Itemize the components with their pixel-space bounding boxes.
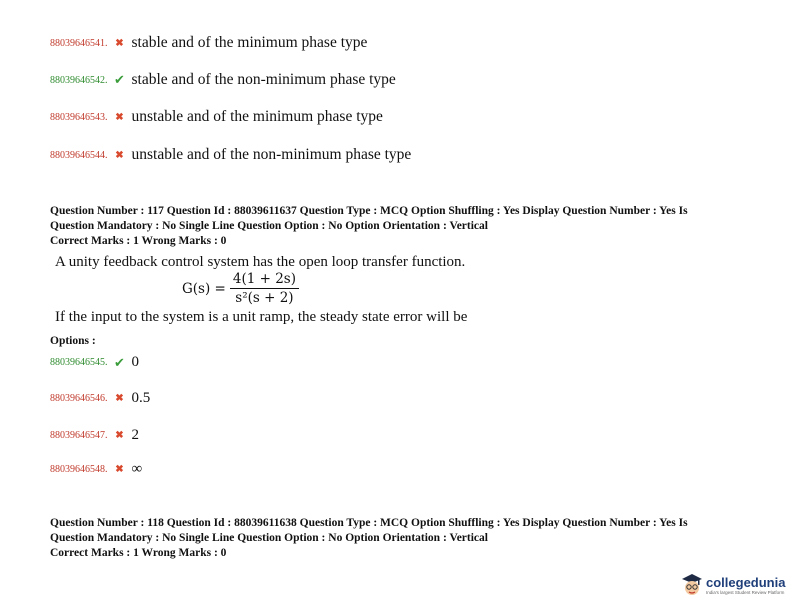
formula-numerator: 4(1 + 2s) bbox=[230, 271, 299, 289]
option-text: unstable and of the non-minimum phase type bbox=[131, 146, 412, 163]
marks-line: Correct Marks : 1 Wrong Marks : 0 bbox=[50, 235, 227, 247]
prev-option-1 bbox=[50, 34, 367, 52]
cross-icon: ✖ bbox=[115, 37, 124, 49]
cross-icon: ✖ bbox=[115, 149, 124, 161]
transfer-function-formula bbox=[182, 271, 299, 306]
check-icon: ✔ bbox=[114, 72, 125, 87]
q117-option-1 bbox=[50, 354, 139, 371]
formula-lhs: G(s) = bbox=[182, 280, 226, 297]
option-text: 2 bbox=[131, 427, 139, 443]
option-text: unstable and of the minimum phase type bbox=[131, 108, 383, 125]
option-text: stable and of the minimum phase type bbox=[131, 34, 368, 51]
graduate-mascot-icon bbox=[680, 572, 704, 598]
logo-brand: collegedunia bbox=[706, 575, 786, 590]
options-label: Options : bbox=[50, 335, 96, 347]
cross-icon: ✖ bbox=[115, 464, 124, 475]
question-text-2: If the input to the system is a unit ramp, the steady state error will be bbox=[55, 309, 468, 325]
option-id: 88039646547. bbox=[50, 430, 108, 441]
option-id: 88039646541. bbox=[50, 37, 108, 49]
option-text: 0 bbox=[131, 354, 139, 370]
option-text: stable and of the non-minimum phase type bbox=[131, 71, 396, 88]
q117-option-2 bbox=[50, 390, 150, 407]
prev-option-4 bbox=[50, 146, 411, 164]
option-text: 0.5 bbox=[131, 390, 151, 406]
meta-line-2: Question Mandatory : No Single Line Question Option : No Option Orientation : Vertical bbox=[50, 220, 488, 232]
option-id: 88039646544. bbox=[50, 149, 108, 161]
formula-fraction bbox=[230, 271, 299, 306]
check-icon: ✔ bbox=[114, 354, 125, 370]
option-id: 88039646545. bbox=[50, 357, 108, 368]
option-id: 88039646542. bbox=[50, 74, 108, 86]
q117-option-3 bbox=[50, 427, 139, 444]
option-id: 88039646546. bbox=[50, 393, 108, 404]
option-id: 88039646548. bbox=[50, 464, 108, 475]
cross-icon: ✖ bbox=[115, 393, 124, 404]
option-id: 88039646543. bbox=[50, 111, 108, 123]
meta-line-1: Question Number : 118 Question Id : 88039611638 Question Type : MCQ Option Shuffling : Yes Display Question Number : Yes Is bbox=[50, 517, 688, 529]
question-117-meta bbox=[50, 204, 750, 249]
formula-denominator: s²(s + 2) bbox=[235, 290, 294, 306]
marks-line: Correct Marks : 1 Wrong Marks : 0 bbox=[50, 547, 227, 559]
collegedunia-logo bbox=[680, 572, 785, 598]
logo-tagline: India's largest Student Review Platform bbox=[706, 590, 785, 595]
meta-line-1: Question Number : 117 Question Id : 88039611637 Question Type : MCQ Option Shuffling : Yes Display Question Number : Yes Is bbox=[50, 205, 688, 217]
cross-icon: ✖ bbox=[115, 430, 124, 441]
prev-option-3 bbox=[50, 108, 383, 126]
cross-icon: ✖ bbox=[115, 111, 124, 123]
q117-option-4 bbox=[50, 461, 142, 478]
meta-line-2: Question Mandatory : No Single Line Question Option : No Option Orientation : Vertical bbox=[50, 532, 488, 544]
question-text-1: A unity feedback control system has the open loop transfer function. bbox=[55, 254, 466, 270]
question-118-meta bbox=[50, 516, 750, 561]
prev-option-2 bbox=[50, 71, 396, 89]
option-text: ∞ bbox=[131, 461, 143, 477]
